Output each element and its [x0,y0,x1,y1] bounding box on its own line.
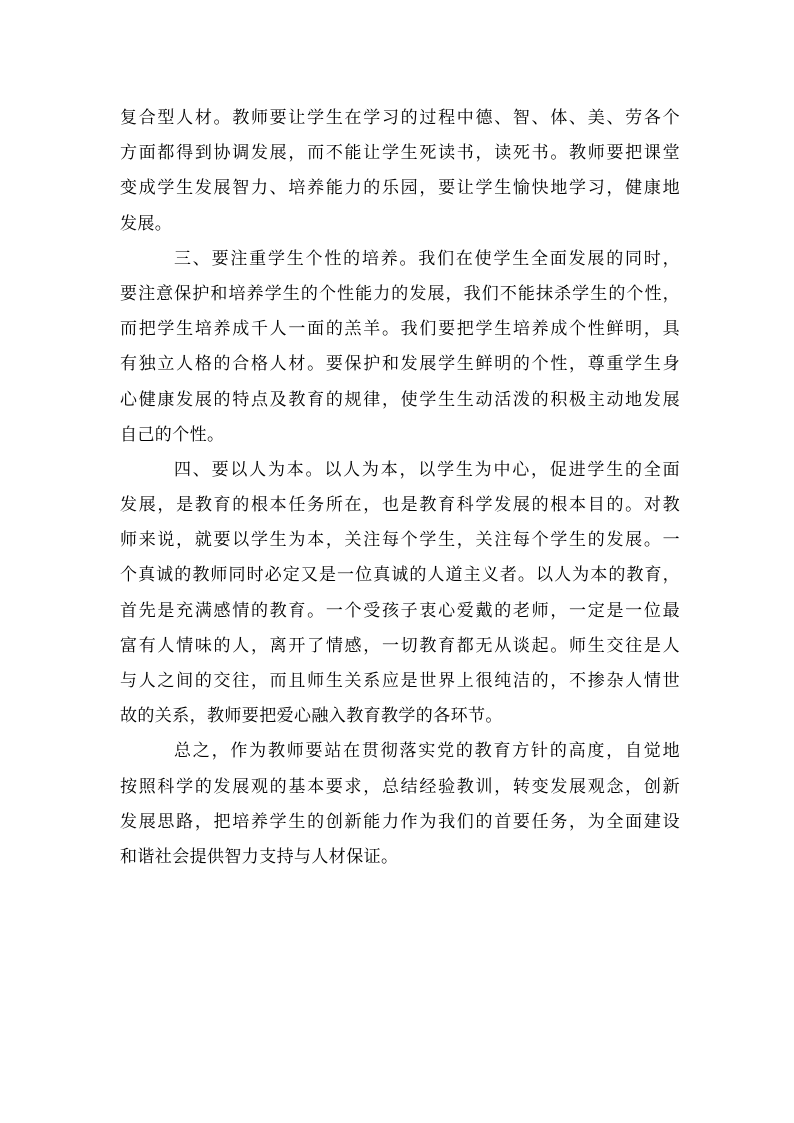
text-line: 首先是充满感情的教育。一个受孩子衷心爱戴的老师，一定是一位最 [120,600,680,621]
text-line: 与人之间的交往，而且师生关系应是世界上很纯洁的，不掺杂人情世 [120,671,680,691]
paragraph-four [120,453,680,735]
text-line: 复合型人材。教师要让学生在学习的过程中德、智、体、美、劳各个 [120,108,680,128]
paragraph-conclusion [120,734,680,875]
text-line: 自己的个性。 [120,424,225,445]
text-line: 发展。 [120,213,173,234]
text-line: 变成学生发展智力、培养能力的乐园，要让学生愉快地学习，健康地 [120,178,680,199]
text-line: 总之，作为教师要站在贯彻落实党的教育方针的高度，自觉地 [174,741,680,762]
text-line: 要注意保护和培养学生的个性能力的发展，我们不能抹杀学生的个性， [120,283,680,304]
text-line: 而把学生培养成千人一面的羔羊。我们要把学生培养成个性鲜明，具 [120,319,680,340]
text-line: 和谐社会提供智力支持与人材保证。 [120,846,399,867]
text-line: 有独立人格的合格人材。要保护和发展学生鲜明的个性，尊重学生身 [120,354,680,375]
text-line: 发展思路，把培养学生的创新能力作为我们的首要任务，为全面建设 [120,811,680,832]
text-line: 四、要以人为本。以人为本，以学生为中心，促进学生的全面 [174,459,680,480]
text-line: 三、要注重学生个性的培养。我们在使学生全面发展的同时， [174,248,680,269]
text-line: 按照科学的发展观的基本要求，总结经验教训，转变发展观念，创新 [120,776,680,797]
paragraph-three [120,242,680,453]
text-line: 心健康发展的特点及教育的规律，使学生生动活泼的积极主动地发展 [120,389,680,410]
text-line: 发展，是教育的根本任务所在，也是教育科学发展的根本目的。对教 [120,495,680,516]
body-text [120,101,680,875]
text-line: 故的关系，教师要把爱心融入教育教学的各环节。 [120,706,503,727]
text-line: 方面都得到协调发展，而不能让学生死读书，读死书。教师要把课堂 [120,143,680,164]
paragraph-continuation [120,101,680,242]
text-line: 富有人情味的人，离开了情感，一切教育都无从谈起。师生交往是人 [120,635,680,656]
text-line: 师来说，就要以学生为本，关注每个学生，关注每个学生的发展。一 [120,530,680,551]
text-line: 个真诚的教师同时必定又是一位真诚的人道主义者。以人为本的教育， [120,565,680,586]
